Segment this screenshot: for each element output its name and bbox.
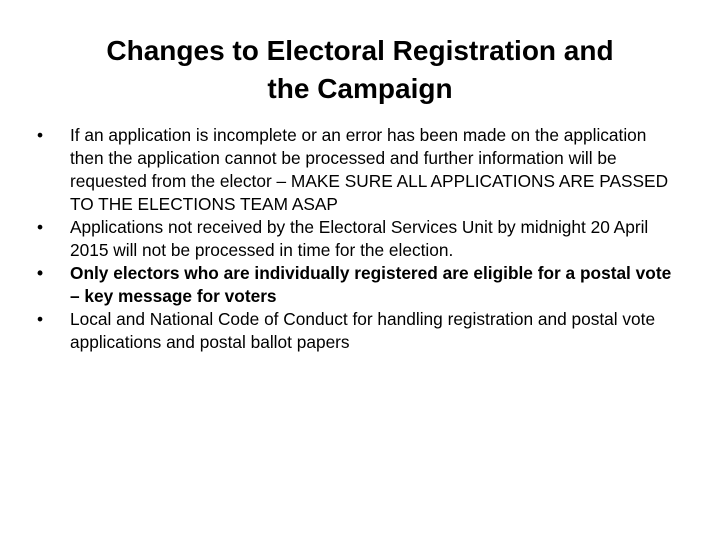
bullet-dot-icon: •	[36, 217, 44, 237]
bullet-item-incomplete-application	[30, 124, 680, 216]
bullet-dot-icon: •	[36, 263, 44, 283]
slide-title-line-2: the Campaign	[267, 73, 453, 104]
bullet-item-code-of-conduct	[30, 308, 680, 354]
bullet-text: Local and National Code of Conduct for handling registration and postal vote applications and postal ballot papers	[70, 309, 656, 352]
bullet-text: Applications not received by the Electoral Services Unit by midnight 20 April 2015 will not be processed in time for the election.	[70, 217, 649, 260]
bullet-item-key-message	[30, 262, 680, 308]
bullet-dot-icon: •	[36, 309, 44, 329]
slide-title-line-1: Changes to Electoral Registration and	[106, 35, 614, 66]
bullet-dot-icon: •	[36, 125, 44, 145]
slide-title	[0, 32, 720, 108]
bullet-list	[30, 124, 680, 354]
bullet-text: Only electors who are individually registered are eligible for a postal vote – key message for voters	[70, 263, 672, 306]
bullet-text: If an application is incomplete or an error has been made on the application then the application cannot be processed and further information will be requested from the elector – MAKE SURE ALL APPLICATIONS ARE PASSED TO THE ELECTIONS TEAM ASAP	[70, 125, 669, 214]
bullet-item-deadline	[30, 216, 680, 262]
